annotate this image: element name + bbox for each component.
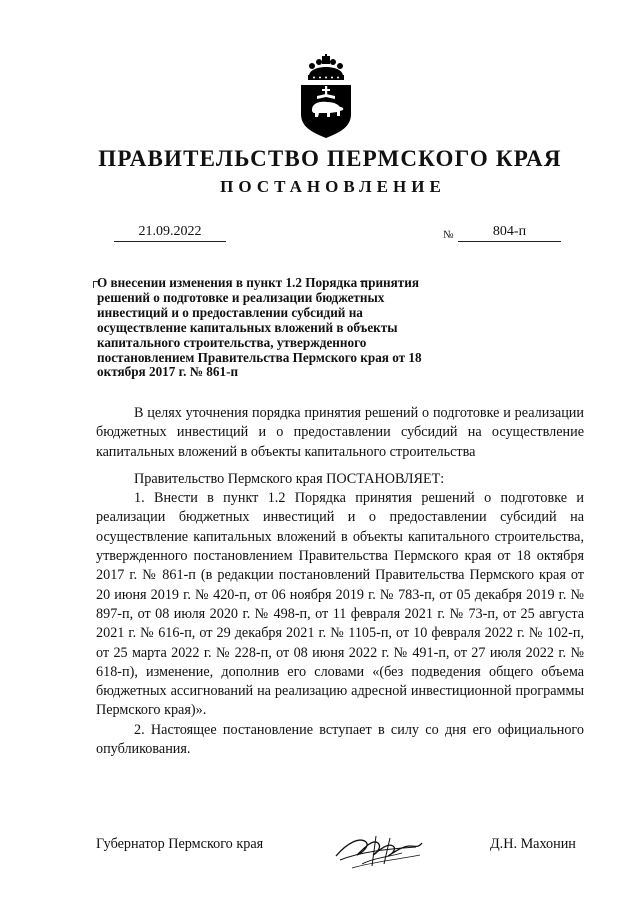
document-body	[96, 404, 584, 759]
handwritten-signature-icon	[332, 822, 428, 874]
preamble-paragraph: В целях уточнения порядка принятия решений о подготовке и реализации бюджетных инвестиций и о предоставлении субсидий на осуществление капитальных вложений в объекты капитального строительства	[96, 405, 584, 460]
government-title: ПРАВИТЕЛЬСТВО ПЕРМСКОГО КРАЯ	[98, 146, 562, 171]
document-subject: О внесении изменения в пункт 1.2 Порядка принятия решений о подготовке и реализации бюджетных инвестиций и о предоставлении субсидий на осуществление капитальных вложений в объекты капитального строительства, утвержденного постановлением Правительства Пермского края от 18 октября 2017 г. № 861-п	[97, 275, 422, 380]
document-date: 21.09.2022	[114, 222, 226, 242]
resolution-line: Правительство Пермского края ПОСТАНОВЛЯЕТ:	[134, 470, 445, 487]
clause-2-paragraph: 2. Настоящее постановление вступает в силу со дня его официального опубликования.	[96, 721, 584, 758]
signer-name: Д.Н. Махонин	[490, 836, 576, 852]
coat-of-arms-icon	[300, 52, 352, 138]
number-sign: №	[443, 229, 454, 241]
signer-position: Губернатор Пермского края	[96, 836, 264, 852]
clause-1-paragraph: 1. Внести в пункт 1.2 Порядка принятия решений о подготовке и реализации бюджетных инвестиций и о предоставлении субсидий на осуществление капитальных вложений в объекты капитального строительства, утвержденного постановлением Правительства Пермского края от 18 октября 2017 г. № 861-п (в редакции постановлений Правительства Пермского края от 20 июня 2019 г. № 420-п, от 06 ноября 2019 г. № 783-п, от 05 декабря 2019 г. № 897-п, от 08 июля 2020 г. № 498-п, от 11 февраля 2021 г. № 73-п, от 25 августа 2021 г. № 616-п, от 29 декабря 2021 г. № 1105-п, от 10 февраля 2022 г. № 102-п, от 25 марта 2022 г. № 228-п, от 08 июня 2022 г. № 491-п, от 27 июля 2022 г. № 618-п), изменение, дополнив его словами «(без подведения общего объема бюджетных ассигнований на реализацию адресной инвестиционной программы Пермского края)».	[96, 490, 584, 719]
document-type: ПОСТАНОВЛЕНИЕ	[220, 177, 446, 196]
document-number: 804-п	[458, 222, 561, 242]
